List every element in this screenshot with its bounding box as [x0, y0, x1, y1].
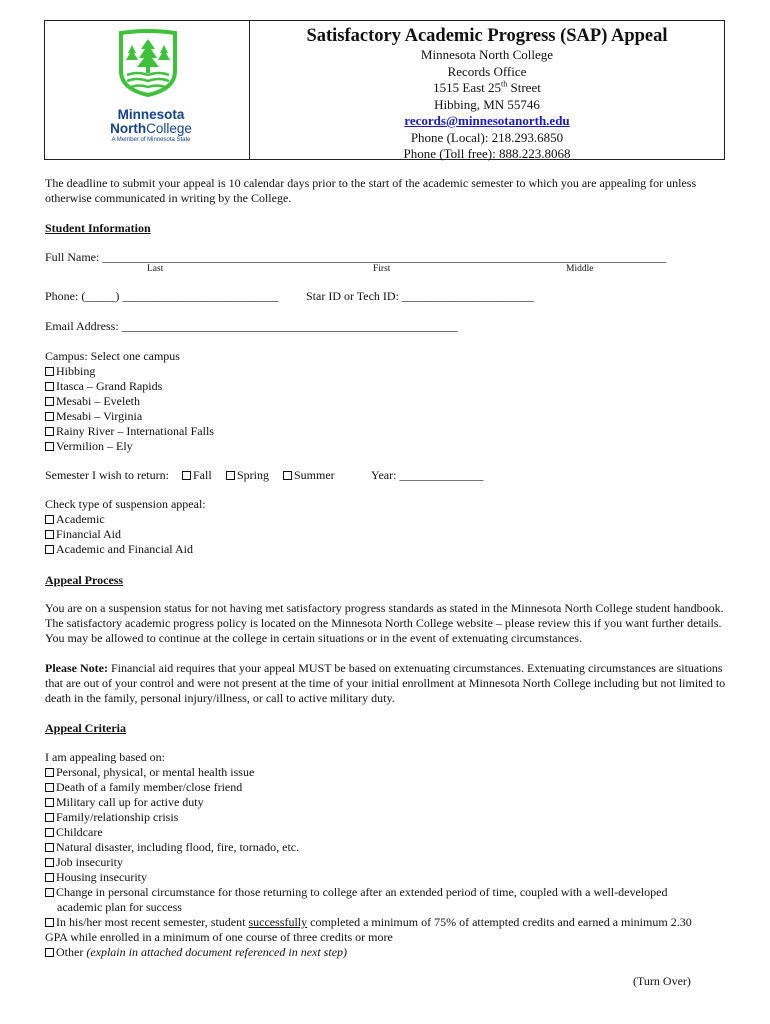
logo [45, 21, 249, 159]
logo-line-1: Minnesota [117, 107, 185, 122]
criteria-option[interactable]: Death of a family member/close friend [45, 780, 242, 795]
checkbox[interactable] [45, 783, 54, 792]
semester-label: Semester I wish to return: [45, 468, 169, 482]
phone-local: Phone (Local): 218.293.6850 [410, 129, 564, 145]
header-info [250, 21, 724, 159]
checkbox[interactable] [45, 382, 54, 391]
checkbox[interactable] [182, 471, 191, 480]
checkbox[interactable] [45, 873, 54, 882]
criteria-option-change-cont: academic plan for success [57, 900, 182, 914]
suspension-label: Check type of suspension appeal: [45, 497, 206, 511]
first-label: First [373, 264, 391, 274]
campus-option[interactable]: Rainy River – International Falls [45, 424, 214, 439]
criteria-option-recent-cont: GPA while enrolled in a minimum of one course of three credits or more [45, 930, 393, 944]
appeal-process-heading: Appeal Process [45, 573, 124, 587]
phone-field[interactable]: Phone: (_____) __________________________ [45, 289, 279, 303]
checkbox[interactable] [45, 397, 54, 406]
checkbox[interactable] [45, 843, 54, 852]
checkbox[interactable] [45, 948, 54, 957]
checkbox[interactable] [283, 471, 292, 480]
college-crest-icon [117, 27, 179, 97]
criteria-option[interactable]: Housing insecurity [45, 870, 147, 885]
phone-tollfree: Phone (Toll free): 888.223.8068 [403, 146, 571, 161]
header-box [44, 20, 725, 160]
checkbox[interactable] [45, 828, 54, 837]
checkbox[interactable] [45, 888, 54, 897]
criteria-option[interactable]: Military call up for active duty [45, 795, 204, 810]
year-field[interactable]: Year: ______________ [371, 468, 484, 482]
criteria-option[interactable]: Job insecurity [45, 855, 123, 870]
full-name-field[interactable]: Full Name: ______________________________________________________________________________________________ [45, 250, 667, 264]
deadline-text: The deadline to submit your appeal is 10 calendar days prior to the start of the academic semester to which you are appealing for unless otherwise communicated in writing by the College. [45, 176, 697, 205]
please-note-text: Please Note: Financial aid requires that your appeal MUST be based on extenuating circumstances. Extenuating circumstances are situations that are out of your control and were not present at the time of your initial enrollment at Minnesota North College including but not limited to death in the family, personal injury/illness, or call to active military duty. [45, 661, 726, 705]
middle-label: Middle [566, 264, 594, 274]
checkbox[interactable] [45, 367, 54, 376]
logo-line-3: A Member of Minnesota State [111, 137, 191, 143]
checkbox[interactable] [45, 813, 54, 822]
checkbox[interactable] [45, 530, 54, 539]
page-title: Satisfactory Academic Progress (SAP) Appeal [306, 26, 668, 46]
campus-option[interactable]: Mesabi – Virginia [45, 409, 142, 424]
checkbox[interactable] [45, 768, 54, 777]
checkbox[interactable] [226, 471, 235, 480]
campus-option[interactable]: Itasca – Grand Rapids [45, 379, 162, 394]
campus-option[interactable]: Hibbing [45, 364, 95, 379]
criteria-option-other[interactable]: Other (explain in attached document referenced in next step) [45, 945, 347, 960]
office-name: Records Office [447, 63, 527, 79]
checkbox[interactable] [45, 515, 54, 524]
street-address: 1515 East 25th Street [433, 79, 541, 95]
city-state-zip: Hibbing, MN 55746 [434, 96, 540, 112]
criteria-option[interactable]: Childcare [45, 825, 103, 840]
suspension-option[interactable]: Academic [45, 512, 105, 527]
criteria-option-change[interactable]: Change in personal circumstance for those returning to college after an extended period of time, coupled with a well-developed [45, 885, 667, 900]
turn-over-note: (Turn Over) [633, 974, 691, 988]
semester-summer[interactable]: Summer [283, 468, 335, 483]
email-link[interactable]: records@minnesotanorth.edu [404, 113, 570, 128]
appeal-criteria-heading: Appeal Criteria [45, 721, 126, 735]
logo-line-2: NorthCollege [110, 121, 192, 136]
appeal-process-text: You are on a suspension status for not having met satisfactory progress standards as stated in the Minnesota North College student handbook. The satisfactory academic progress policy is located on the Minnesota North College website – please review this if you want further details. You may be allowed to continue at the college in certain situations or in the event of extenuating circumstances. [45, 601, 724, 645]
last-label: Last [147, 264, 164, 274]
checkbox[interactable] [45, 412, 54, 421]
checkbox[interactable] [45, 918, 54, 927]
checkbox[interactable] [45, 798, 54, 807]
checkbox[interactable] [45, 545, 54, 554]
criteria-option[interactable]: Family/relationship crisis [45, 810, 178, 825]
checkbox[interactable] [45, 427, 54, 436]
campus-label: Campus: Select one campus [45, 349, 180, 363]
criteria-option[interactable]: Personal, physical, or mental health issue [45, 765, 254, 780]
suspension-option[interactable]: Academic and Financial Aid [45, 542, 193, 557]
semester-spring[interactable]: Spring [226, 468, 269, 483]
semester-fall[interactable]: Fall [182, 468, 212, 483]
campus-option[interactable]: Vermilion – Ely [45, 439, 133, 454]
campus-option[interactable]: Mesabi – Eveleth [45, 394, 140, 409]
criteria-option-recent[interactable]: In his/her most recent semester, student successfully completed a minimum of 75% of attempted credits and earned a minimum 2.30 [45, 915, 692, 930]
college-name: Minnesota North College [420, 47, 554, 62]
criteria-option[interactable]: Natural disaster, including flood, fire, tornado, etc. [45, 840, 299, 855]
star-id-field[interactable]: Star ID or Tech ID: ______________________ [306, 289, 534, 303]
checkbox[interactable] [45, 858, 54, 867]
criteria-intro: I am appealing based on: [45, 750, 165, 764]
email-field[interactable]: Email Address: ________________________________________________________ [45, 319, 458, 333]
checkbox[interactable] [45, 442, 54, 451]
suspension-option[interactable]: Financial Aid [45, 527, 121, 542]
student-info-heading: Student Information [45, 221, 151, 235]
